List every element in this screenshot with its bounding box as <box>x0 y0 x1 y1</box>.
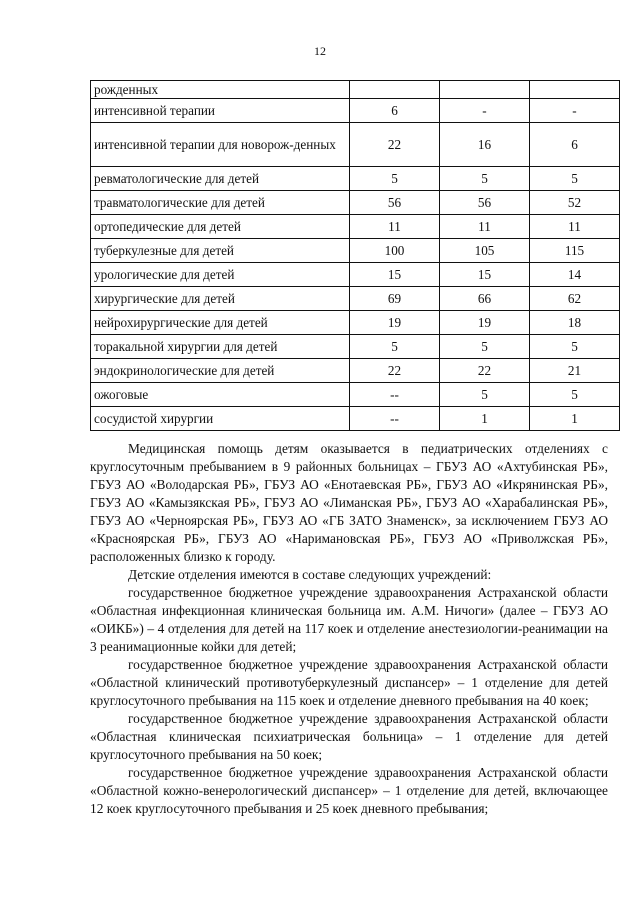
table-row <box>91 81 620 99</box>
table-cell-value: 52 <box>530 191 620 215</box>
table-row <box>91 239 620 263</box>
table-cell-department: рожденных <box>91 81 350 99</box>
table-cell-value: 15 <box>350 263 440 287</box>
table-row <box>91 263 620 287</box>
beds-table <box>90 80 620 431</box>
table-cell-department: эндокринологические для детей <box>91 359 350 383</box>
table-row <box>91 215 620 239</box>
table-cell-department: ревматологические для детей <box>91 167 350 191</box>
body-text <box>90 440 608 818</box>
table-cell-value: 115 <box>530 239 620 263</box>
table-cell-department: ортопедические для детей <box>91 215 350 239</box>
table-row <box>91 287 620 311</box>
table-cell-value: 5 <box>530 335 620 359</box>
table-cell-department: ожоговые <box>91 383 350 407</box>
table-cell-department: травматологические для детей <box>91 191 350 215</box>
table-cell-department: нейрохирургические для детей <box>91 311 350 335</box>
table-cell-value: - <box>530 99 620 123</box>
table-cell-value: 11 <box>440 215 530 239</box>
table-cell-department: торакальной хирургии для детей <box>91 335 350 359</box>
table-cell-value <box>440 81 530 99</box>
table-cell-value: 21 <box>530 359 620 383</box>
paragraph: государственное бюджетное учреждение здравоохранения Астраханской области «Областная инфекционная клиническая больница им. А.М. Ничоги» (далее – ГБУЗ АО «ОИКБ») – 4 отделения для детей на 117 коек и отделение анестезиологии-реанимации на 3 реанимационные койки для детей; <box>90 585 608 654</box>
table-cell-value: 5 <box>440 335 530 359</box>
table-row <box>91 123 620 167</box>
table-row <box>91 167 620 191</box>
table-cell-value: 22 <box>350 359 440 383</box>
table-cell-value: 5 <box>530 383 620 407</box>
table-cell-department: интенсивной терапии для новорож-денных <box>91 123 350 167</box>
table-cell-value: 1 <box>530 407 620 431</box>
table-row <box>91 359 620 383</box>
table-cell-value: 11 <box>530 215 620 239</box>
table-cell-value: -- <box>350 407 440 431</box>
table-cell-value <box>530 81 620 99</box>
table-cell-value: 100 <box>350 239 440 263</box>
table-cell-value: 5 <box>350 167 440 191</box>
table-cell-value: 22 <box>350 123 440 167</box>
paragraph: государственное бюджетное учреждение здравоохранения Астраханской области «Областная клиническая психиатрическая больница» – 1 отделение для детей круглосуточного пребывания на 50 коек; <box>90 711 608 762</box>
table-cell-value <box>350 81 440 99</box>
table-row <box>91 99 620 123</box>
table-cell-department: урологические для детей <box>91 263 350 287</box>
table-cell-value: 6 <box>350 99 440 123</box>
table-cell-value: 15 <box>440 263 530 287</box>
table-cell-department: туберкулезные для детей <box>91 239 350 263</box>
table-cell-department: сосудистой хирургии <box>91 407 350 431</box>
table-row <box>91 191 620 215</box>
table-row <box>91 311 620 335</box>
table-cell-value: 62 <box>530 287 620 311</box>
paragraph: государственное бюджетное учреждение здравоохранения Астраханской области «Областной кожно-венерологический диспансер» – 1 отделение для детей, включающее 12 коек круглосуточного пребывания и 25 коек дневного пребывания; <box>90 765 608 816</box>
table-cell-department: интенсивной терапии <box>91 99 350 123</box>
table-row <box>91 335 620 359</box>
paragraph: Медицинская помощь детям оказывается в педиатрических отделениях с круглосуточным пребыванием в 9 районных больницах – ГБУЗ АО «Ахтубинская РБ», ГБУЗ АО «Володарская РБ», ГБУЗ АО «Енотаевская РБ», ГБУЗ АО «Икрянинская РБ», ГБУЗ АО «Камызякская РБ», ГБУЗ АО «Лиманская РБ», ГБУЗ АО «Харабалинская РБ», ГБУЗ АО «Черноярская РБ», ГБУЗ АО «ГБ ЗАТО Знаменск», за исключением ГБУЗ АО «Красноярская РБ», ГБУЗ АО «Наримановская РБ», ГБУЗ АО «Приволжская РБ», расположенных близко к городу. <box>90 441 608 564</box>
table-cell-department: хирургические для детей <box>91 287 350 311</box>
table-row <box>91 383 620 407</box>
table-cell-value: 19 <box>440 311 530 335</box>
table-cell-value: - <box>440 99 530 123</box>
table-cell-value: 5 <box>440 167 530 191</box>
table-cell-value: 56 <box>350 191 440 215</box>
table-cell-value: 14 <box>530 263 620 287</box>
table-cell-value: 5 <box>530 167 620 191</box>
table-cell-value: 66 <box>440 287 530 311</box>
page-number: 12 <box>314 44 326 58</box>
table-cell-value: 18 <box>530 311 620 335</box>
table-cell-value: 16 <box>440 123 530 167</box>
table-cell-value: 22 <box>440 359 530 383</box>
table-cell-value: 105 <box>440 239 530 263</box>
table-cell-value: 19 <box>350 311 440 335</box>
paragraph: Детские отделения имеются в составе следующих учреждений: <box>128 567 492 582</box>
table-cell-value: 6 <box>530 123 620 167</box>
table-cell-value: -- <box>350 383 440 407</box>
table-cell-value: 56 <box>440 191 530 215</box>
table-cell-value: 69 <box>350 287 440 311</box>
paragraph: государственное бюджетное учреждение здравоохранения Астраханской области «Областной клинический противотуберкулезный диспансер» – 1 отделение для детей круглосуточного пребывания на 115 коек и отделение дневного пребывания на 40 коек; <box>90 657 608 708</box>
table-cell-value: 5 <box>350 335 440 359</box>
table-cell-value: 11 <box>350 215 440 239</box>
table-row <box>91 407 620 431</box>
table-cell-value: 5 <box>440 383 530 407</box>
table-cell-value: 1 <box>440 407 530 431</box>
